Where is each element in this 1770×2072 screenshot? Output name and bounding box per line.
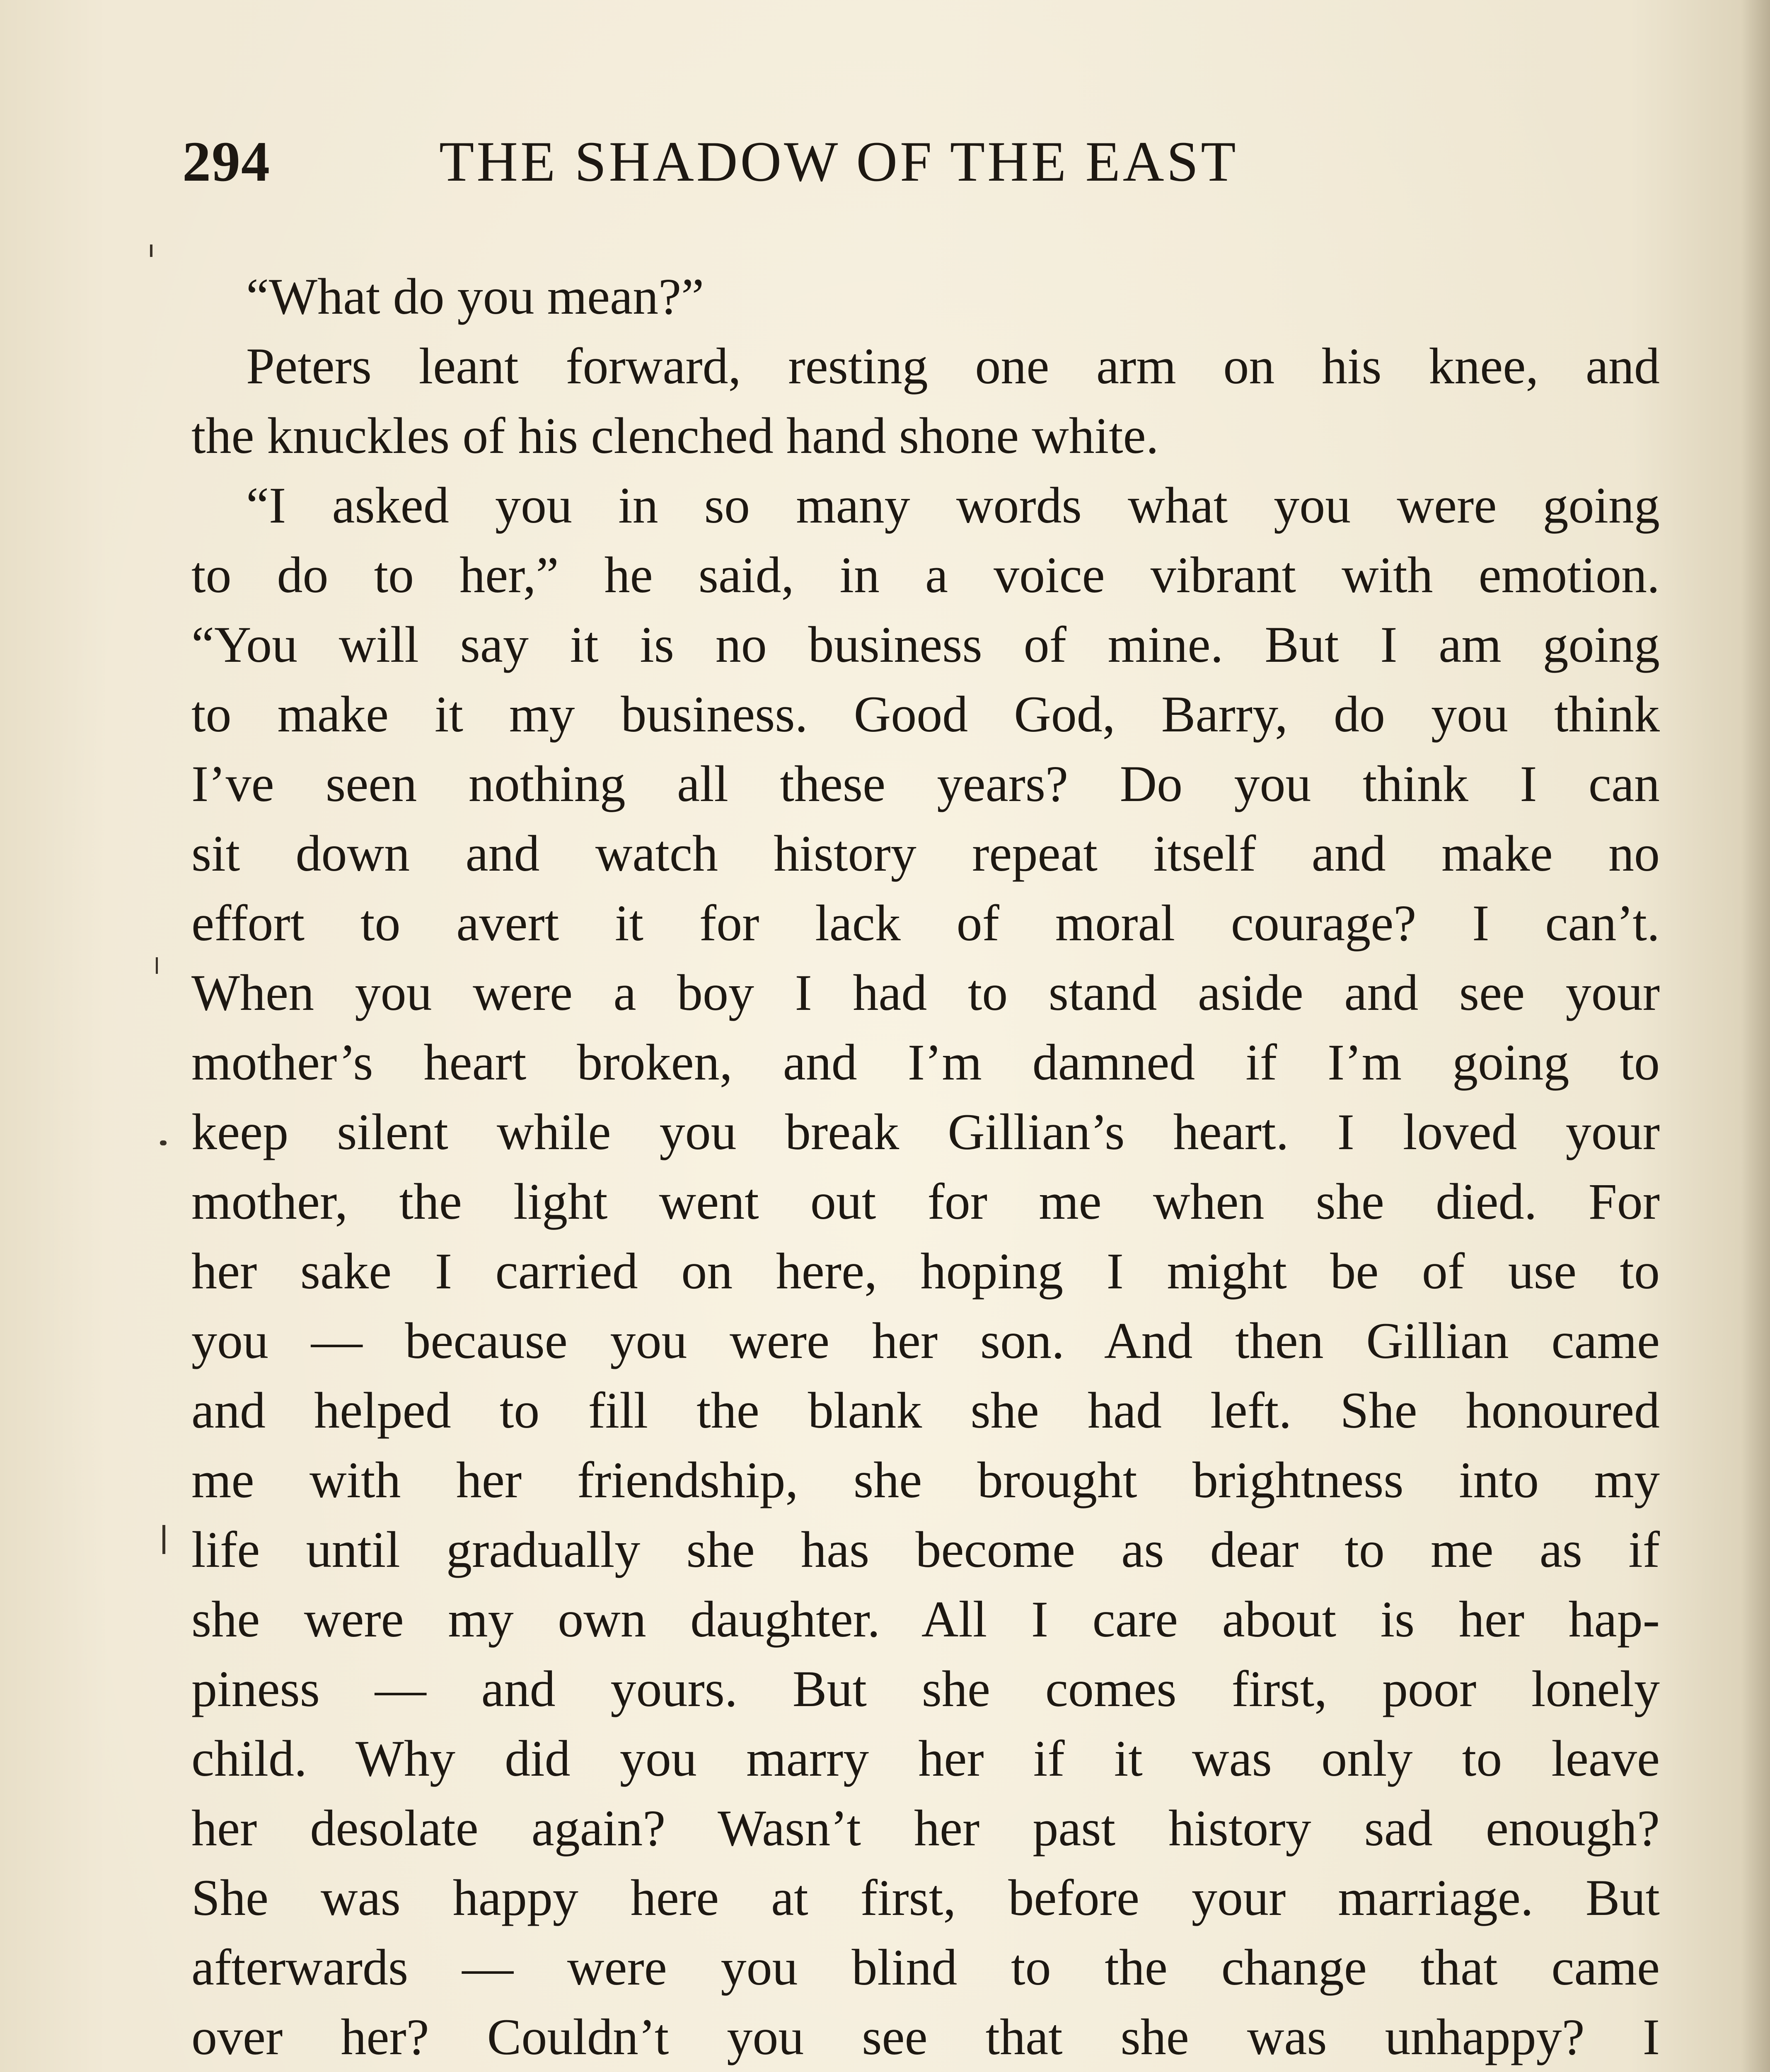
text-line: to do to her,” he said, in a voice vibrant with emotion. [191, 547, 1660, 603]
running-title: THE SHADOW OF THE EAST [439, 130, 1238, 193]
text-line: and helped to fill the blank she had left. She honoured [191, 1382, 1660, 1439]
page-edge-shadow [1741, 0, 1770, 2072]
text-line: piness — and yours. But she comes first, poor lonely [191, 1661, 1660, 1717]
text-line: “You will say it is no business of mine. But I am going [191, 616, 1660, 673]
margin-tick-mark [156, 957, 158, 974]
text-line: mother, the light went out for me when she died. For [191, 1173, 1660, 1230]
text-line: afterwards — were you blind to the change that came [191, 1939, 1660, 1996]
page-number: 294 [182, 130, 271, 193]
margin-tick-mark [162, 1525, 165, 1554]
text-line: “What do you mean?” [246, 268, 704, 325]
text-line: me with her friendship, she brought brightness into my [191, 1452, 1660, 1508]
text-line: to make it my business. Good God, Barry, do you think [191, 686, 1660, 743]
text-line: her desolate again? Wasn’t her past history sad enough? [191, 1800, 1660, 1857]
text-line: over her? Couldn’t you see that she was unhappy? I [191, 2009, 1660, 2065]
text-line: She was happy here at first, before your marriage. But [191, 1869, 1660, 1926]
text-line: keep silent while you break Gillian’s heart. I loved your [191, 1104, 1660, 1160]
text-line: mother’s heart broken, and I’m damned if I’m going to [191, 1034, 1660, 1091]
text-line: Peters leant forward, resting one arm on his knee, and [246, 338, 1660, 395]
margin-dot-mark [160, 1140, 167, 1145]
text-line: life until gradually she has become as dear to me as if [191, 1521, 1660, 1578]
text-line: When you were a boy I had to stand aside and see your [191, 964, 1660, 1021]
text-line: you — because you were her son. And then Gillian came [191, 1312, 1660, 1369]
text-line: her sake I carried on here, hoping I might be of use to [191, 1243, 1660, 1300]
text-line: sit down and watch history repeat itself and make no [191, 825, 1660, 882]
text-line: effort to avert it for lack of moral courage? I can’t. [191, 895, 1660, 951]
text-line: she were my own daughter. All I care about is her hap- [191, 1591, 1660, 1648]
page-header [182, 124, 1587, 199]
text-line: the knuckles of his clenched hand shone white. [191, 407, 1159, 464]
text-line: “I asked you in so many words what you were going [246, 477, 1660, 534]
body-text [191, 262, 1660, 2072]
text-line: child. Why did you marry her if it was only to leave [191, 1730, 1660, 1787]
text-line: I’ve seen nothing all these years? Do you think I can [191, 755, 1660, 812]
margin-tick-mark [150, 244, 152, 257]
